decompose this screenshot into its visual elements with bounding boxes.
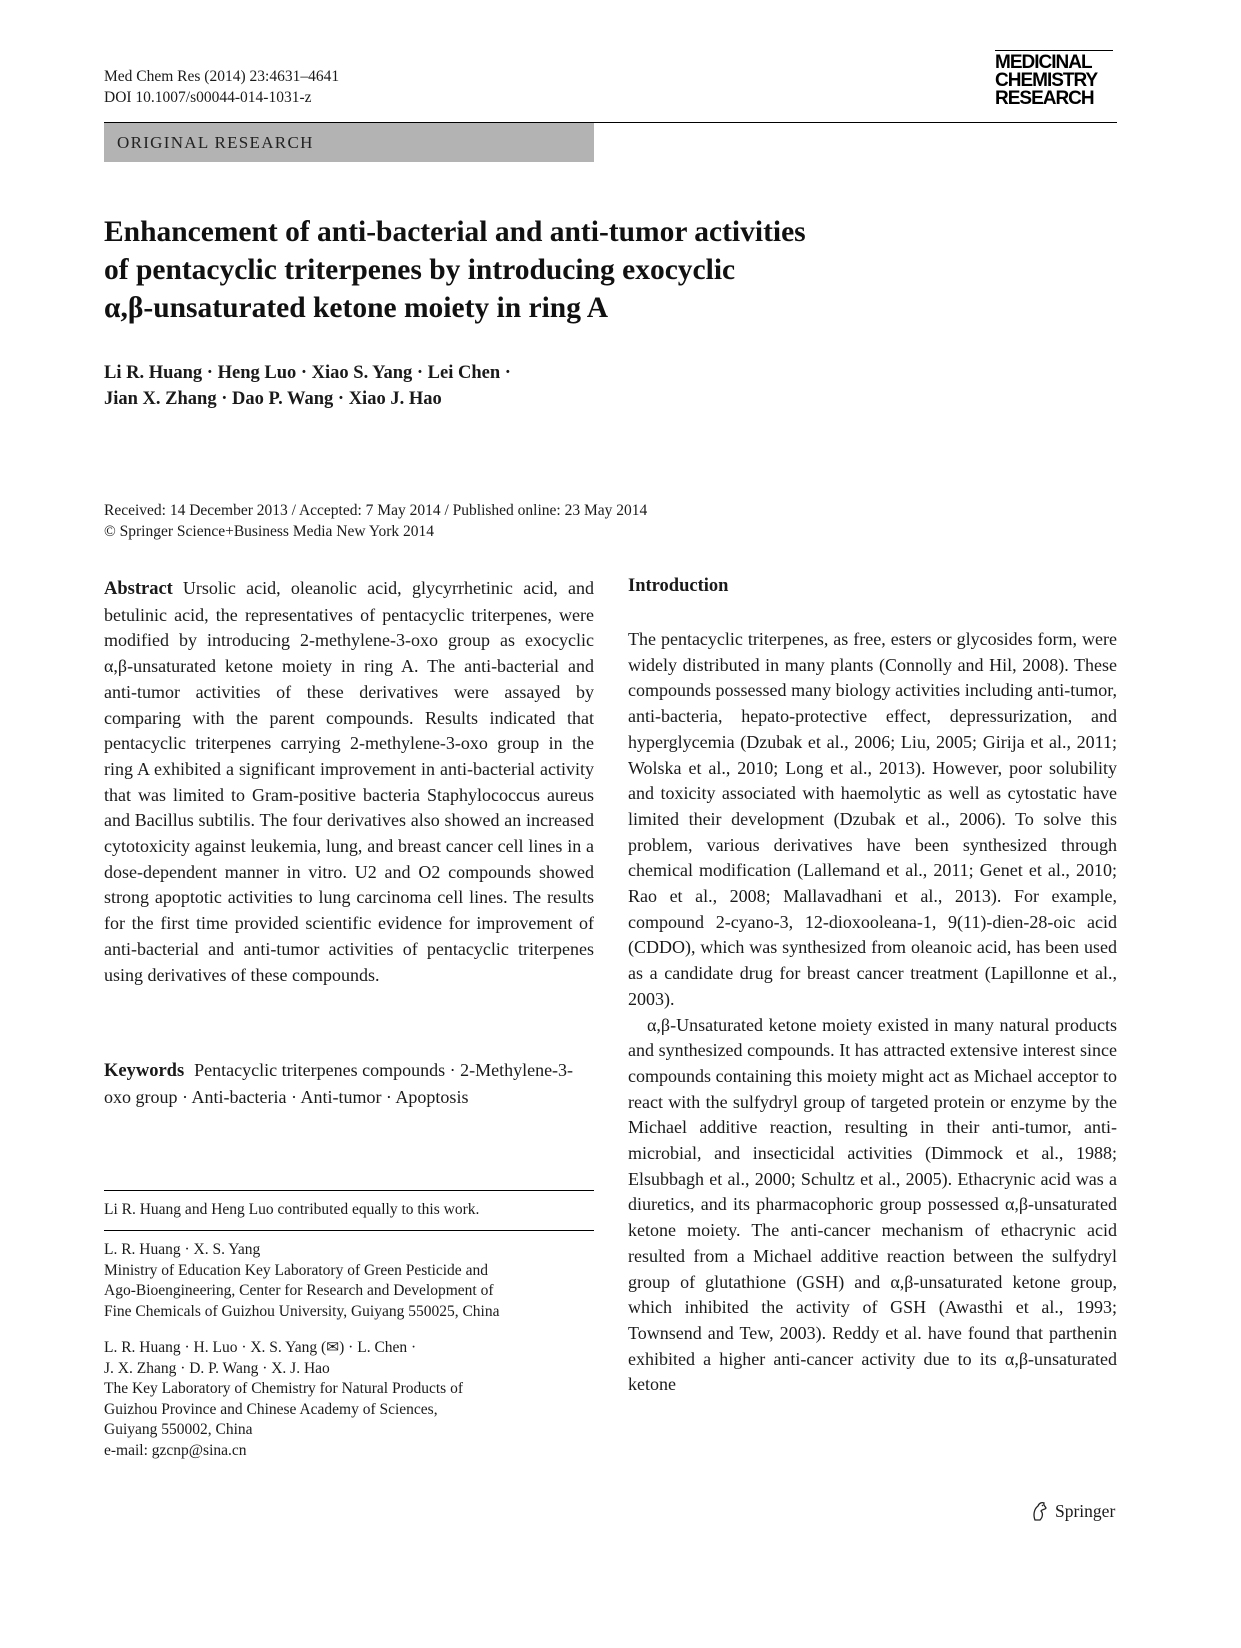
- keywords-label: Keywords: [104, 1061, 185, 1081]
- title-line: Enhancement of anti-bacterial and anti-tumor activities: [104, 216, 806, 248]
- logo-text: [995, 54, 1115, 108]
- contribution-note: Li R. Huang and Heng Luo contributed equally to this work.: [104, 1201, 480, 1218]
- affiliation-2: [104, 1338, 604, 1461]
- logo-rule: [995, 50, 1113, 51]
- journal-logo: [995, 50, 1115, 108]
- abstract-text: Ursolic acid, oleanolic acid, glycyrrhetinic acid, and betulinic acid, the representatives of pentacyclic triterpenes, were modified by introducing 2-methylene-3-oxo group as exocyclic α,β-unsaturated ketone moiety in ring A. The anti-bacterial and anti-tumor activities of these derivatives were assayed by comparing with the parent compounds. Results indicated that pentacyclic triterpenes carrying 2-methylene-3-oxo group in the ring A exhibited a significant improvement in anti-bacterial activity that was limited to Gram-positive bacteria Staphylococcus aureus and Bacillus subtilis. The four derivatives also showed an increased cytotoxicity against leukemia, lung, and breast cancer cell lines in a dose-dependent manner in vitro. U2 and O2 compounds showed strong apoptotic activities to lung carcinoma cell lines. The results for the first time provided scientific evidence for improvement of anti-bacterial and anti-tumor activities of pentacyclic triterpenes using derivatives of these compounds.: [104, 578, 594, 985]
- affiliation-line: Fine Chemicals of Guizhou University, Guiyang 550025, China: [104, 1302, 500, 1320]
- footnote-rule: [104, 1190, 594, 1191]
- logo-line: MEDICINAL: [995, 52, 1092, 73]
- affiliation-1: [104, 1240, 604, 1322]
- introduction-heading: Introduction: [628, 576, 729, 596]
- publication-dates: [104, 500, 647, 542]
- affiliation-line: Ministry of Education Key Laboratory of Green Pesticide and: [104, 1261, 488, 1279]
- springer-logo: [1030, 1500, 1115, 1522]
- abstract-section: [104, 576, 594, 988]
- abstract-label: Abstract: [104, 579, 173, 599]
- affiliation-line: The Key Laboratory of Chemistry for Natural Products of: [104, 1380, 463, 1397]
- author-line: Li R. Huang · Heng Luo · Xiao S. Yang · Lei Chen ·: [104, 363, 511, 383]
- affiliation-authors: L. R. Huang · X. S. Yang: [104, 1241, 261, 1258]
- keywords-text: Pentacyclic triterpenes compounds · 2-Methylene-3-oxo group · Anti-bacteria · Anti-tumor · Apoptosis: [104, 1060, 574, 1107]
- author-line: Jian X. Zhang · Dao P. Wang · Xiao J. Hao: [104, 389, 442, 409]
- citation-line: Med Chem Res (2014) 23:4631–4641: [104, 68, 340, 85]
- affiliation-line: Guizhou Province and Chinese Academy of Sciences,: [104, 1400, 438, 1418]
- logo-line: CHEMISTRY: [995, 70, 1098, 91]
- title-line: α,β-unsaturated ketone moiety in ring A: [104, 292, 609, 324]
- footnote-rule: [104, 1230, 594, 1231]
- intro-paragraph: α,β-Unsaturated ketone moiety existed in many natural products and synthesized compounds. It has attracted extensive interest since compounds containing this moiety might act as Michael acceptor to react with the sulfydryl group of targeted protein or enzyme by the Michael additive reaction, resulting in their anti-tumor, anti-microbial, and insecticidal activities (Dimmock et al., 1988; Elsubbagh et al., 2000; Schultz et al., 2005). Ethacrynic acid was a diuretics, and its pharmacophoric group possessed α,β-unsaturated ketone moiety. The anti-cancer mechanism of ethacrynic acid resulted from a Michael additive reaction between the sulfydryl group of glutathione (GSH) and α,β-unsaturated ketone group, which inhibited the activity of GSH (Awasthi et al., 1993; Townsend and Tew, 2003). Reddy et al. have found that parthenin exhibited a higher anti-cancer activity due to its α,β-unsaturated ketone: [628, 1014, 1117, 1395]
- journal-citation: [104, 66, 339, 108]
- logo-line: RESEARCH: [995, 88, 1094, 109]
- affiliation-authors: J. X. Zhang · D. P. Wang · X. J. Hao: [104, 1359, 330, 1377]
- title-line: of pentacyclic triterpenes by introducing exocyclic: [104, 254, 736, 286]
- author-list: [104, 360, 511, 412]
- copyright-line: © Springer Science+Business Media New York 2014: [104, 523, 435, 540]
- dates-line: Received: 14 December 2013 / Accepted: 7 May 2014 / Published online: 23 May 2014: [104, 502, 648, 519]
- publisher-name: Springer: [1055, 1500, 1116, 1521]
- section-label: ORIGINAL RESEARCH: [117, 133, 314, 152]
- springer-horse-icon: [1030, 1500, 1050, 1522]
- intro-paragraph: The pentacyclic triterpenes, as free, esters or glycosides form, were widely distributed in many plants (Connolly and Hil, 2008). These compounds possessed many biology activities including anti-tumor, anti-bacteria, hepato-protective effect, depressurization, and hyperglycemia (Dzubak et al., 2006; Liu, 2005; Girija et al., 2011; Wolska et al., 2010; Long et al., 2013). However, poor solubility and toxicity associated with haemolytic as well as cytostatic have limited their development (Dzubak et al., 2006). To solve this problem, various derivatives have been synthesized through chemical modification (Lallemand et al., 2011; Genet et al., 2010; Rao et al., 2008; Mallavadhani et al., 2013). For example, compound 2-cyano-3, 12-dioxooleana-1, 9(11)-dien-28-oic acid (CDDO), which was synthesized from oleanoic acid, has been used as a candidate drug for breast cancer treatment (Lapillonne et al., 2003).: [628, 629, 1117, 1009]
- introduction-body: [628, 627, 1117, 1398]
- paper-title: [104, 213, 924, 327]
- affiliation-line: Ago-Bioengineering, Center for Research and Development of: [104, 1282, 494, 1299]
- affiliation-line: Guiyang 550002, China: [104, 1421, 253, 1438]
- doi-line: DOI 10.1007/s00044-014-1031-z: [104, 89, 312, 106]
- keywords-section: [104, 1058, 594, 1110]
- corresponding-email[interactable]: e-mail: gzcnp@sina.cn: [104, 1441, 247, 1459]
- affiliation-authors: L. R. Huang · H. Luo · X. S. Yang (✉) · L. Chen ·: [104, 1339, 417, 1356]
